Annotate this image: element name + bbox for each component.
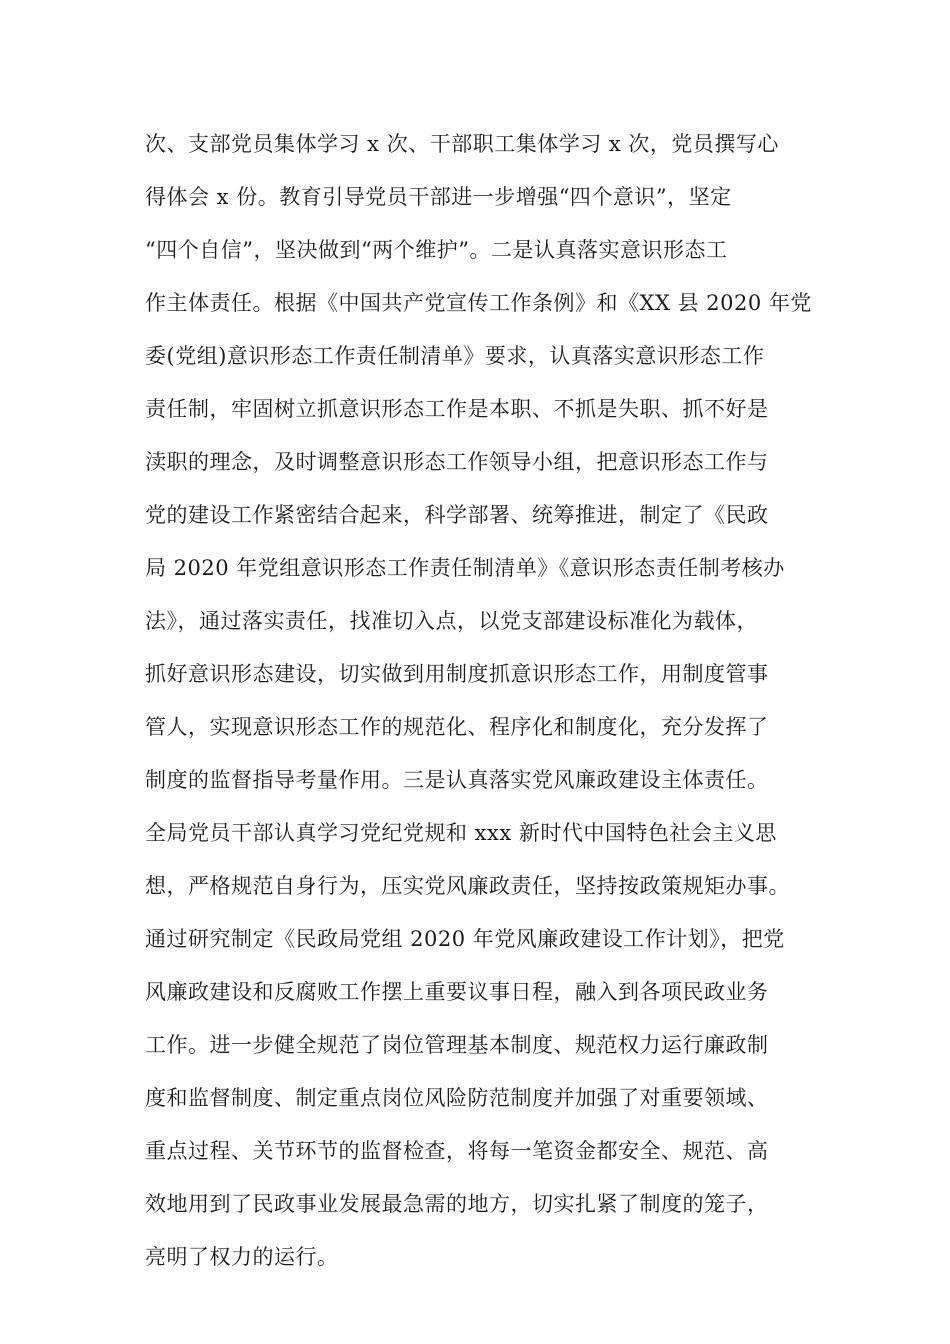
text-line-10: 法》，通过落实责任，找准切入点，以党支部建设标准化为载体， [145,609,758,633]
text-line-6: 责任制，牢固树立抓意识形态工作是本职、不抓是失职、抓不好是 [145,397,769,421]
text-line-3: “四个自信”，坚决做到“两个维护”。二是认真落实意识形态工 [145,238,728,262]
text-line-11: 抓好意识形态建设，切实做到用制度抓意识形态工作，用制度管事 [145,662,769,686]
text-line-14: 全局党员干部认真学习党纪党规和 xxx 新时代中国特色社会主义思 [145,821,777,845]
text-line-19: 度和监督制度、制定重点岗位风险防范制度并加强了对重要领域、 [145,1086,769,1110]
text-line-16: 通过研究制定《民政局党组 2020 年党风廉政建设工作计划》，把党 [145,927,785,951]
text-line-21: 效地用到了民政事业发展最急需的地方，切实扎紧了制度的笼子， [145,1192,769,1216]
body-text [145,118,815,1284]
text-line-1: 次、支部党员集体学习 x 次、干部职工集体学习 x 次，党员撰写心 [145,132,779,156]
text-line-20: 重点过程、关节环节的监督检查，将每一笔资金都安全、规范、高 [145,1139,769,1163]
text-line-8: 党的建设工作紧密结合起来，科学部署、统筹推进，制定了《民政 [145,503,769,527]
text-line-22: 亮明了权力的运行。 [145,1245,339,1269]
text-line-4: 作主体责任。根据《中国共产党宣传工作条例》和《XX 县 2020 年党 [145,291,812,315]
text-line-13: 制度的监督指导考量作用。三是认真落实党风廉政建设主体责任。 [145,768,769,792]
text-line-18: 工作。进一步健全规范了岗位管理基本制度、规范权力运行廉政制 [145,1033,769,1057]
text-line-2: 得体会 x 份。教育引导党员干部进一步增强“四个意识”，坚定 [145,185,732,209]
text-line-5: 委(党组)意识形态工作责任制清单》要求，认真落实意识形态工作 [145,344,765,368]
text-line-9: 局 2020 年党组意识形态工作责任制清单》《意识形态责任制考核办 [145,556,785,580]
text-line-17: 风廉政建设和反腐败工作摆上重要议事日程，融入到各项民政业务 [145,980,769,1004]
text-line-15: 想，严格规范自身行为，压实党风廉政责任，坚持按政策规矩办事。 [145,874,790,898]
text-line-12: 管人，实现意识形态工作的规范化、程序化和制度化，充分发挥了 [145,715,769,739]
text-line-7: 渎职的理念，及时调整意识形态工作领导小组，把意识形态工作与 [145,450,769,474]
